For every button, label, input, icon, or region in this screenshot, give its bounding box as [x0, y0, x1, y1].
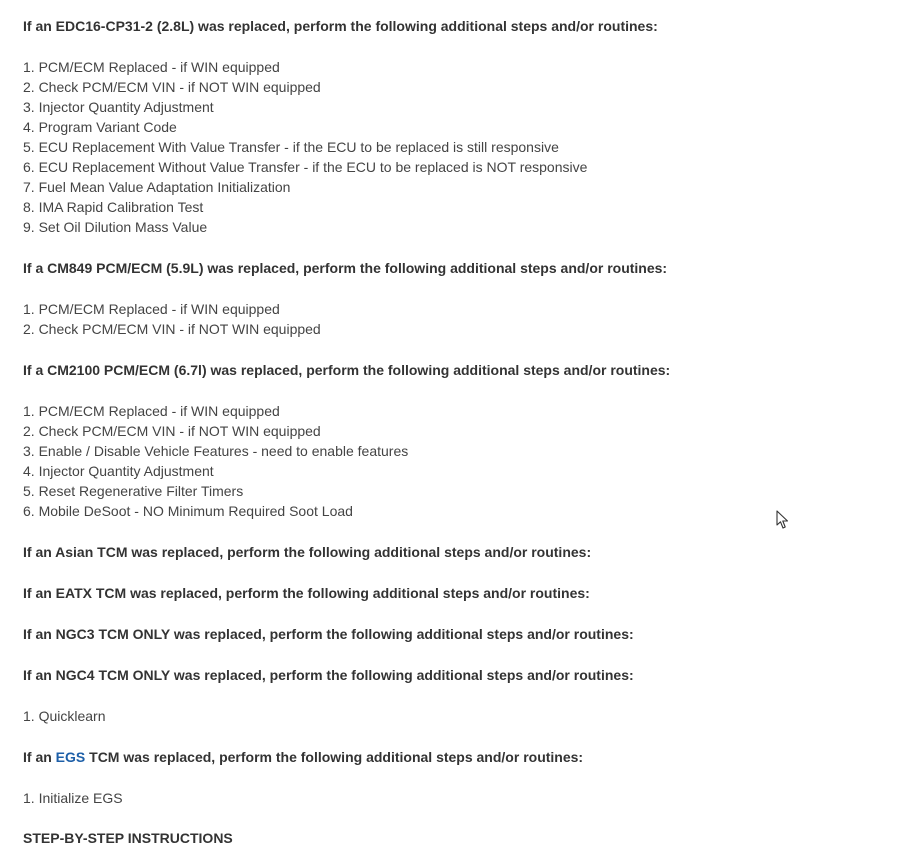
section-heading-ngc4-tcm: If an NGC4 TCM ONLY was replaced, perform the following additional steps and/or routines:	[23, 667, 634, 683]
section-heading-cm849: If a CM849 PCM/ECM (5.9L) was replaced, perform the following additional steps and/or routines:	[23, 260, 668, 276]
list-item: 2. Check PCM/ECM VIN - if NOT WIN equipped	[23, 321, 321, 337]
step-by-step-heading: STEP-BY-STEP INSTRUCTIONS	[23, 830, 233, 846]
list-item: 1. PCM/ECM Replaced - if WIN equipped	[23, 59, 280, 75]
document-content	[23, 16, 893, 848]
list-item: 2. Check PCM/ECM VIN - if NOT WIN equipped	[23, 423, 321, 439]
list-item: 5. Reset Regenerative Filter Timers	[23, 483, 244, 499]
list-item: 6. ECU Replacement Without Value Transfer - if the ECU to be replaced is NOT responsive	[23, 159, 588, 175]
steps-list-edc16	[23, 57, 893, 237]
list-item: 8. IMA Rapid Calibration Test	[23, 199, 204, 215]
list-item: 1. PCM/ECM Replaced - if WIN equipped	[23, 301, 280, 317]
section-heading-cm2100: If a CM2100 PCM/ECM (6.7l) was replaced, perform the following additional steps and/or routines:	[23, 362, 671, 378]
section-heading-edc16: If an EDC16-CP31-2 (2.8L) was replaced, perform the following additional steps and/or routines:	[23, 18, 658, 34]
section-heading-egs-tcm	[23, 747, 893, 767]
steps-list-egs	[23, 788, 893, 808]
list-item: 1. Quicklearn	[23, 708, 106, 724]
section-heading-asian-tcm: If an Asian TCM was replaced, perform the following additional steps and/or routines:	[23, 544, 592, 560]
list-item: 1. PCM/ECM Replaced - if WIN equipped	[23, 403, 280, 419]
list-item: 9. Set Oil Dilution Mass Value	[23, 219, 208, 235]
steps-list-ngc4	[23, 706, 893, 726]
list-item: 2. Check PCM/ECM VIN - if NOT WIN equipped	[23, 79, 321, 95]
egs-link[interactable]: EGS	[55, 749, 86, 765]
heading-suffix: TCM was replaced, perform the following additional steps and/or routines:	[85, 749, 584, 765]
list-item: 5. ECU Replacement With Value Transfer - if the ECU to be replaced is still responsive	[23, 139, 559, 155]
steps-list-cm2100	[23, 401, 893, 521]
list-item: 3. Enable / Disable Vehicle Features - need to enable features	[23, 443, 409, 459]
steps-list-cm849	[23, 299, 893, 339]
list-item: 1. Initialize EGS	[23, 790, 123, 806]
list-item: 7. Fuel Mean Value Adaptation Initialization	[23, 179, 291, 195]
list-item: 3. Injector Quantity Adjustment	[23, 99, 214, 115]
list-item: 4. Program Variant Code	[23, 119, 177, 135]
section-heading-ngc3-tcm: If an NGC3 TCM ONLY was replaced, perform the following additional steps and/or routines:	[23, 626, 634, 642]
section-heading-eatx-tcm: If an EATX TCM was replaced, perform the following additional steps and/or routines:	[23, 585, 590, 601]
list-item: 4. Injector Quantity Adjustment	[23, 463, 214, 479]
mouse-pointer-icon	[776, 510, 790, 530]
list-item: 6. Mobile DeSoot - NO Minimum Required Soot Load	[23, 503, 353, 519]
heading-prefix: If an	[23, 749, 56, 765]
